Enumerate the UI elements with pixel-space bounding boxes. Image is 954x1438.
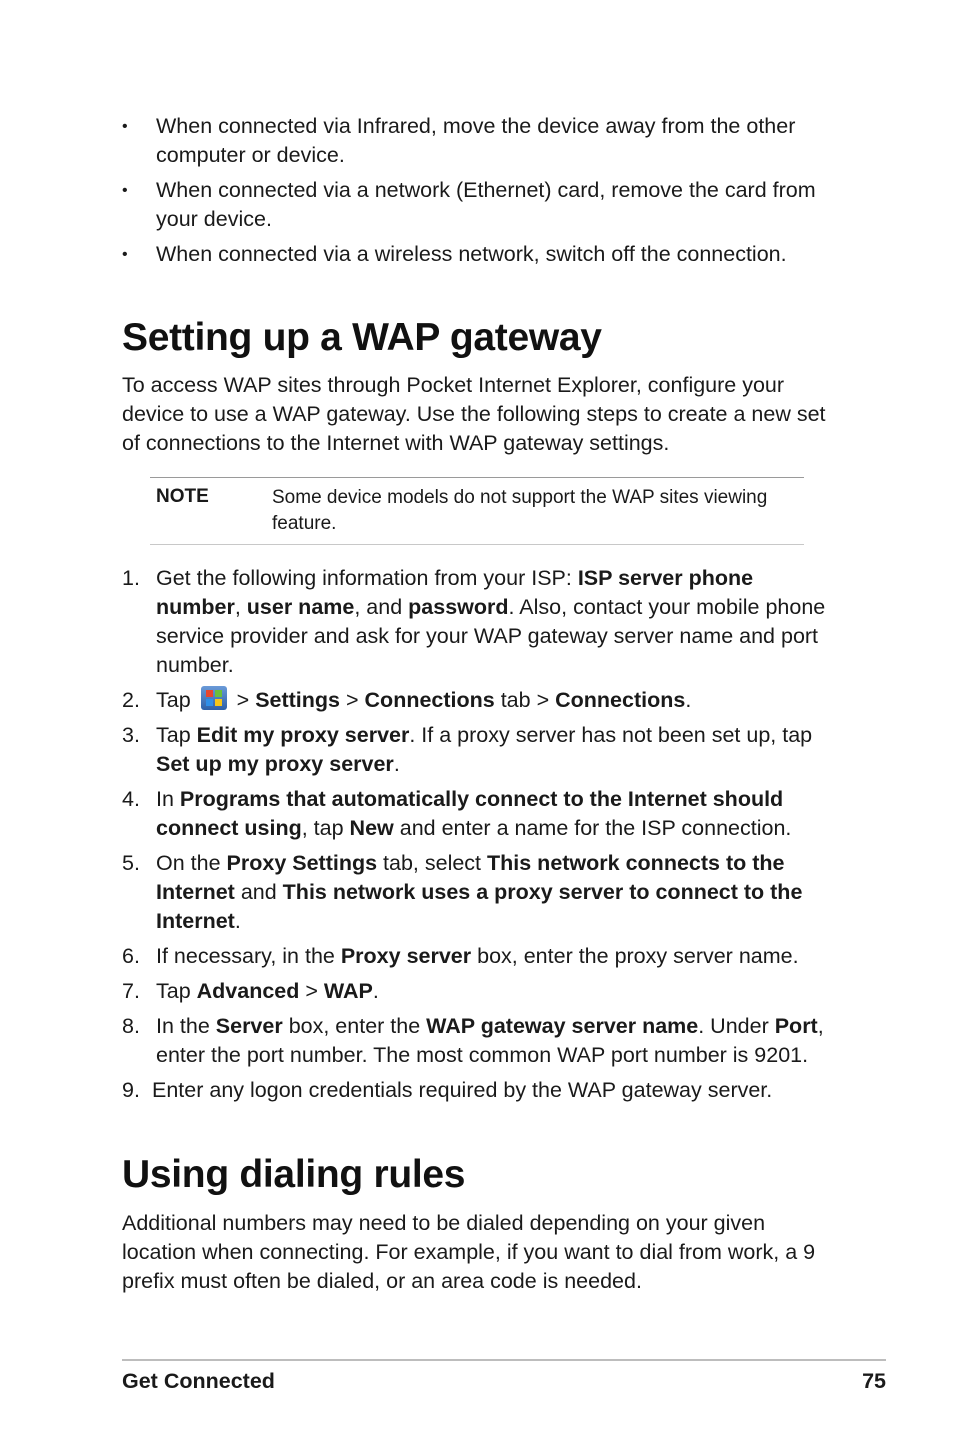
bullet-marker: • <box>122 118 128 135</box>
section-heading-dialing-rules: Using dialing rules <box>122 1153 466 1196</box>
wap-steps-list <box>122 564 842 1111</box>
list-item: • When connected via a wireless network, switch off the connection. <box>122 240 842 269</box>
step-item-4: 4. In Programs that automatically connect to the Internet should connect using, tap New and enter a name for the ISP connection. <box>122 787 792 840</box>
section-heading-wap-gateway: Setting up a WAP gateway <box>122 316 602 359</box>
step-item-7: 7. Tap Advanced > WAP. <box>122 979 379 1003</box>
step-item-8: 8. In the Server box, enter the WAP gateway server name. Under Port, enter the port number. The most common WAP port number is 9201. <box>122 1014 824 1067</box>
disconnect-bullet-list <box>122 112 842 275</box>
list-item: • When connected via a network (Ethernet) card, remove the card from your device. <box>122 178 816 231</box>
windows-start-icon <box>201 686 227 710</box>
note-label: NOTE <box>156 486 209 507</box>
page-number: 75 <box>862 1369 886 1393</box>
list-item: • When connected via Infrared, move the device away from the other computer or device. <box>122 114 796 167</box>
bullet-marker: • <box>122 246 128 263</box>
footer-divider <box>122 1359 886 1361</box>
step-item-1: 1. Get the following information from your ISP: ISP server phone number, user name, and password. Also, contact your mobile phone service provider and ask for your WAP gateway server name and port number. <box>122 566 826 677</box>
step-item-5: 5. On the Proxy Settings tab, select This network connects to the Internet and This network uses a proxy server to connect to the Internet. <box>122 851 803 933</box>
dialing-intro-paragraph: Additional numbers may need to be dialed depending on your given location when connecting. For example, if you want to dial from work, a 9 prefix must often be dialed, or an area code is needed. <box>122 1211 816 1293</box>
footer-chapter-title: Get Connected <box>122 1369 275 1393</box>
note-box <box>150 477 804 545</box>
bullet-marker: • <box>122 182 128 199</box>
step-item-9: 9. Enter any logon credentials required by the WAP gateway server. <box>122 1078 773 1102</box>
wap-intro-paragraph: To access WAP sites through Pocket Internet Explorer, configure your device to use a WAP gateway. Use the following steps to create a new set of connections to the Internet with WAP gateway settings. <box>122 373 826 455</box>
step-item-2: 2. Tap > Settings > Connections tab > Connections. <box>122 688 692 712</box>
note-text: Some device models do not support the WAP sites viewing feature. <box>272 487 768 534</box>
step-item-3: 3. Tap Edit my proxy server. If a proxy server has not been set up, tap Set up my proxy server. <box>122 723 813 776</box>
step-item-6: 6. If necessary, in the Proxy server box, enter the proxy server name. <box>122 944 799 968</box>
